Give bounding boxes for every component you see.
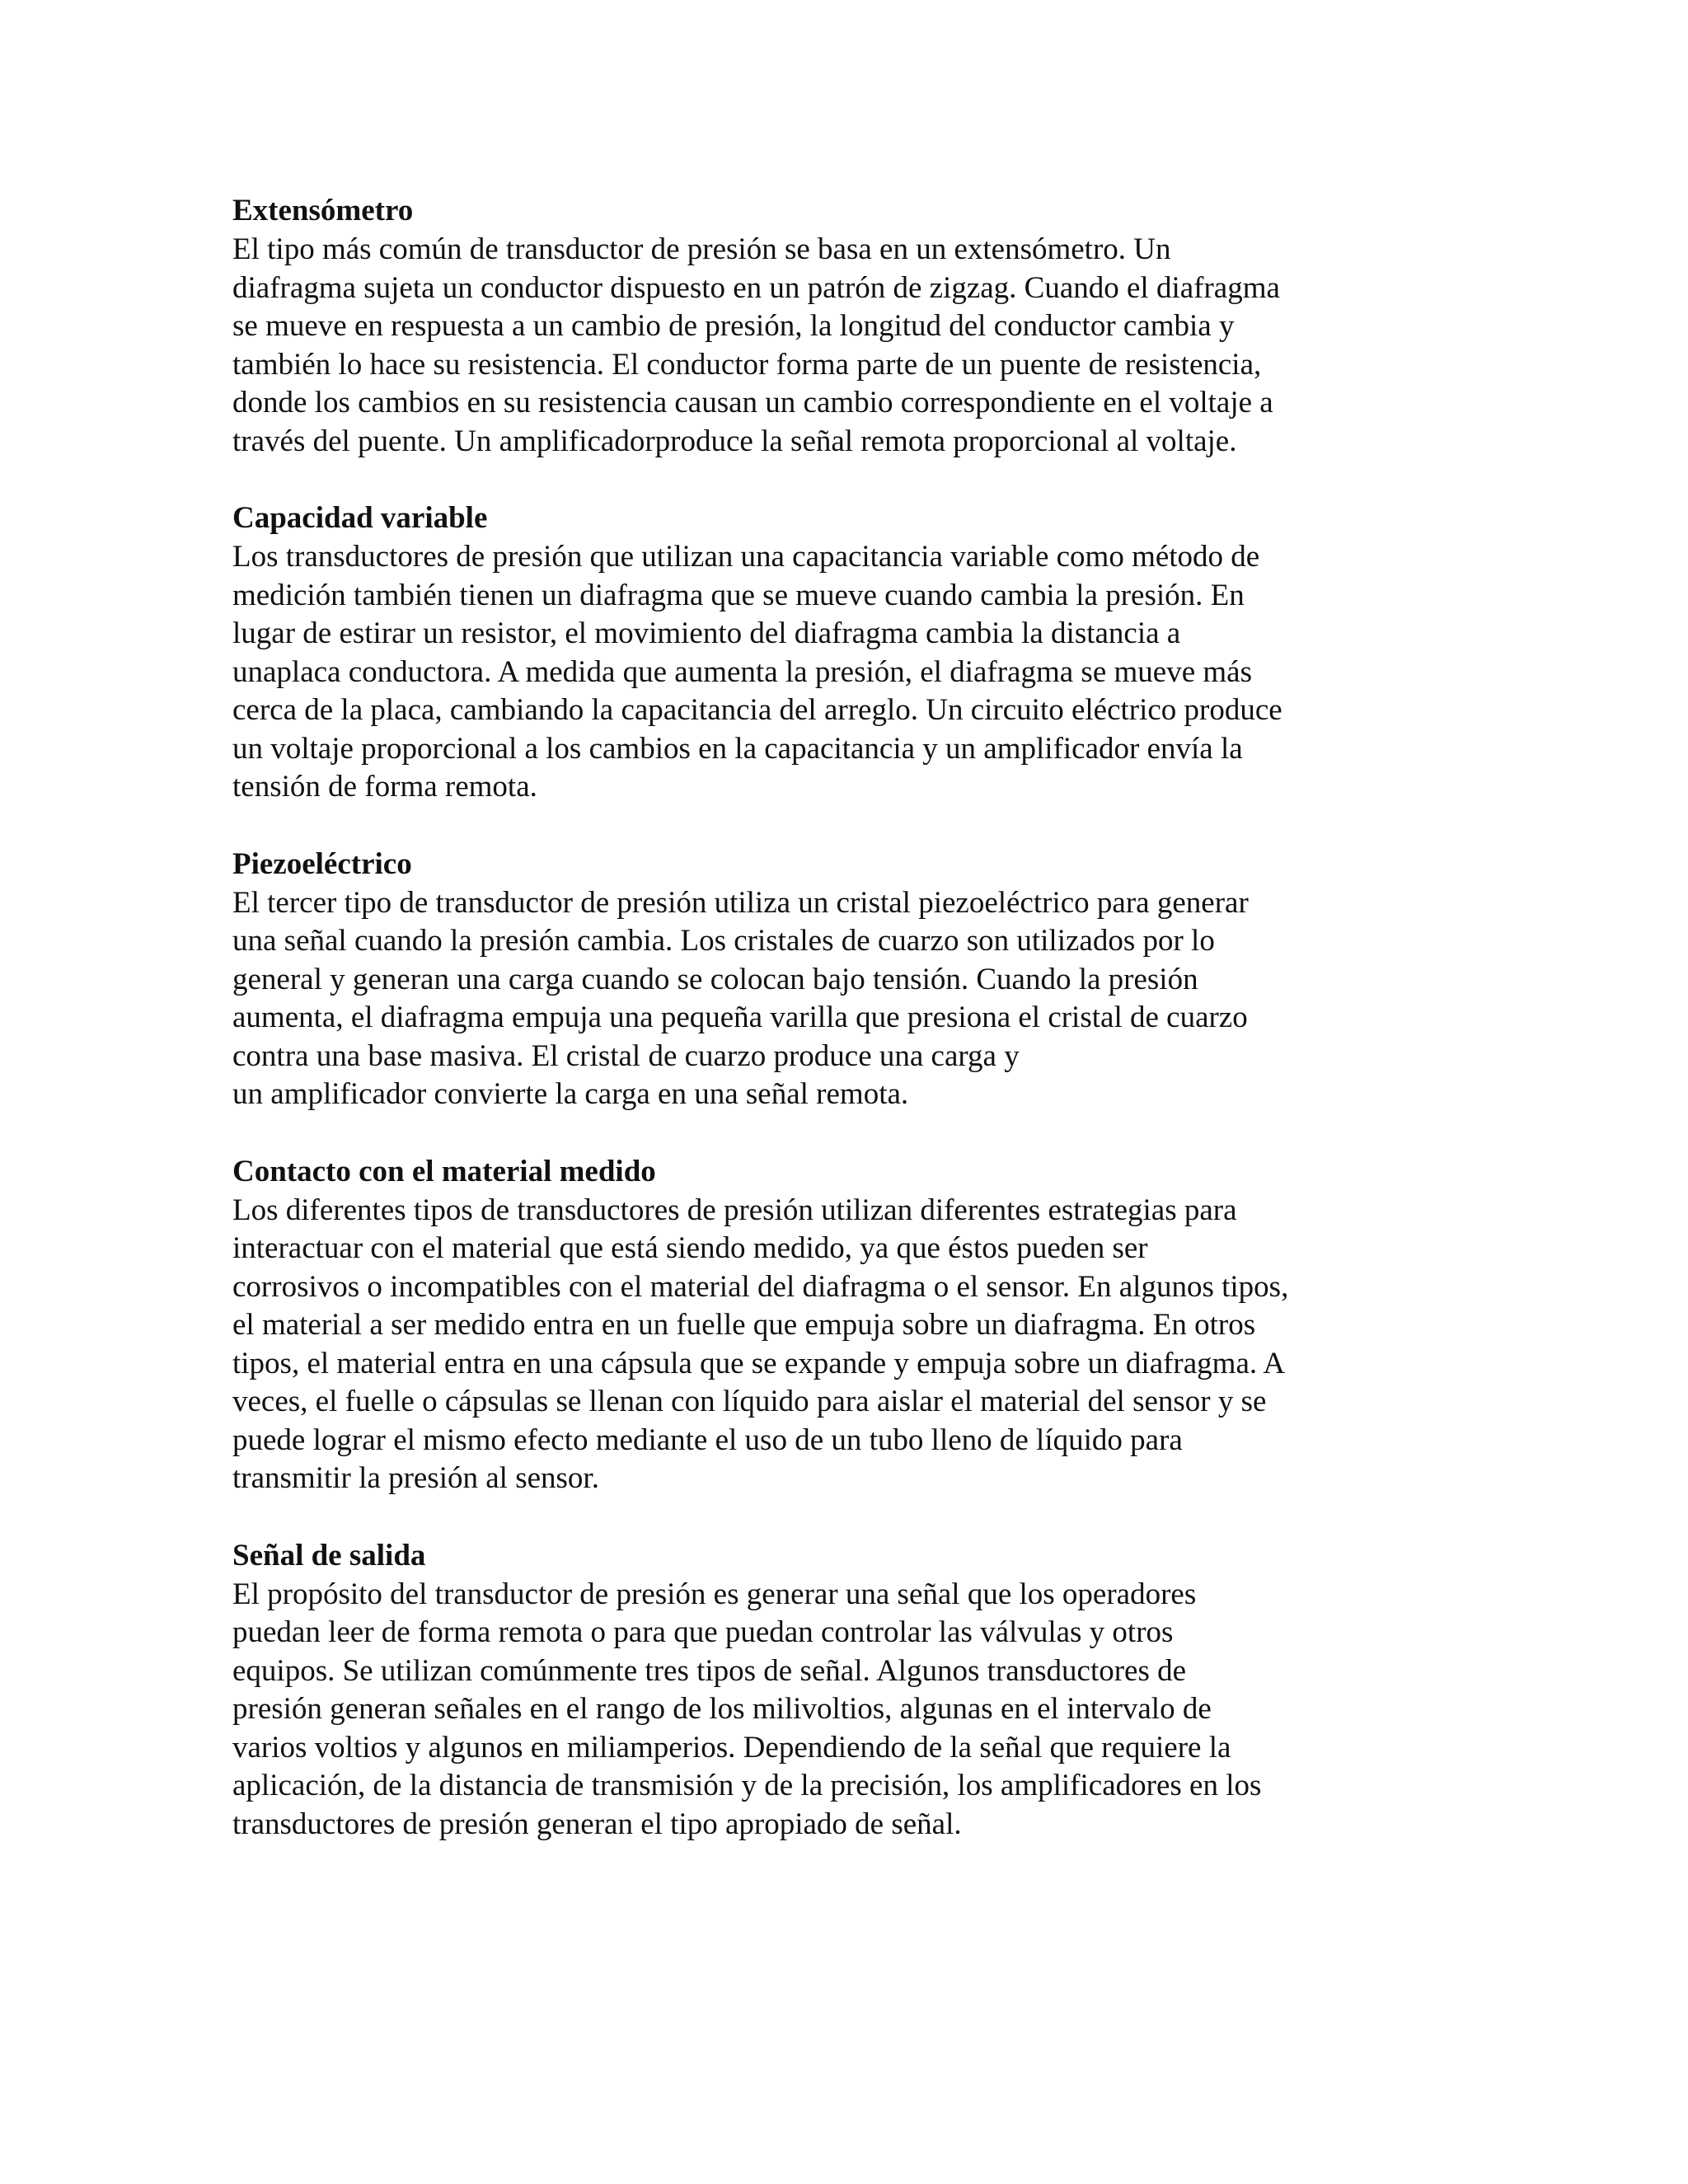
document-page: [232, 191, 1469, 1882]
paragraph-line: transmitir la presión al sensor.: [232, 1461, 599, 1495]
paragraph-line: El tercer tipo de transductor de presión utiliza un cristal piezoeléctrico para generar: [232, 885, 1249, 920]
paragraph-line: medición también tienen un diafragma que se mueve cuando cambia la presión. En: [232, 578, 1245, 612]
section-piezoelectrico: [232, 845, 1469, 1114]
paragraph-line: veces, el fuelle o cápsulas se llenan con líquido para aislar el material del sensor y se: [232, 1385, 1267, 1418]
paragraph-line: unaplaca conductora. A medida que aumenta la presión, el diafragma se mueve más: [232, 654, 1252, 689]
paragraph-line: el material a ser medido entra en un fuelle que empuja sobre un diafragma. En otros: [232, 1308, 1256, 1342]
paragraph-line: aumenta, el diafragma empuja una pequeña varilla que presiona el cristal de cuarzo: [232, 1001, 1248, 1034]
section-heading: Extensómetro: [232, 194, 414, 227]
paragraph-line: varios voltios y algunos en miliamperios. Dependiendo de la señal que requiere la: [232, 1730, 1231, 1765]
paragraph-line: través del puente. Un amplificadorproduce la señal remota proporcional al voltaje.: [232, 424, 1237, 458]
paragraph-line: puedan leer de forma remota o para que puedan controlar las válvulas y otros: [232, 1615, 1174, 1649]
paragraph-line: lugar de estirar un resistor, el movimiento del diafragma cambia la distancia a: [232, 616, 1181, 650]
paragraph-line: una señal cuando la presión cambia. Los cristales de cuarzo son utilizados por lo: [232, 924, 1215, 958]
paragraph-line: tipos, el material entra en una cápsula que se expande y empuja sobre un diafragma. A: [232, 1346, 1286, 1380]
paragraph-line: puede lograr el mismo efecto mediante el uso de un tubo lleno de líquido para: [232, 1422, 1183, 1457]
paragraph-line: un amplificador convierte la carga en una señal remota.: [232, 1077, 909, 1111]
paragraph-line: también lo hace su resistencia. El conductor forma parte de un puente de resistencia,: [232, 347, 1262, 382]
section-heading: Contacto con el material medido: [232, 1154, 656, 1188]
paragraph-line: aplicación, de la distancia de transmisión y de la precisión, los amplificadores en los: [232, 1769, 1262, 1802]
section-heading: Piezoeléctrico: [232, 846, 412, 881]
paragraph-line: contra una base masiva. El cristal de cuarzo produce una carga y: [232, 1038, 1020, 1073]
paragraph-line: El tipo más común de transductor de presión se basa en un extensómetro. Un: [232, 232, 1171, 266]
section-extensometro: [232, 191, 1469, 461]
section-heading: Capacidad variable: [232, 501, 488, 535]
paragraph-line: general y generan una carga cuando se colocan bajo tensión. Cuando la presión: [232, 962, 1198, 996]
paragraph-line: diafragma sujeta un conductor dispuesto en un patrón de zigzag. Cuando el diafragma: [232, 270, 1280, 305]
paragraph-line: El propósito del transductor de presión es generar una señal que los operadores: [232, 1577, 1197, 1611]
paragraph-line: interactuar con el material que está siendo medido, ya que éstos pueden ser: [232, 1231, 1148, 1265]
paragraph-line: presión generan señales en el rango de los milivoltios, algunas en el intervalo de: [232, 1692, 1212, 1726]
paragraph-line: equipos. Se utilizan comúnmente tres tipos de señal. Algunos transductores de: [232, 1653, 1187, 1688]
section-capacidad-variable: [232, 499, 1469, 807]
section-senal-salida: [232, 1536, 1469, 1844]
paragraph-line: donde los cambios en su resistencia causan un cambio correspondiente en el voltaje a: [232, 386, 1273, 419]
paragraph-line: cerca de la placa, cambiando la capacitancia del arreglo. Un circuito eléctrico produce: [232, 693, 1282, 727]
paragraph-line: corrosivos o incompatibles con el material del diafragma o el sensor. En algunos tipos,: [232, 1269, 1289, 1304]
paragraph-line: un voltaje proporcional a los cambios en la capacitancia y un amplificador envía la: [232, 731, 1243, 766]
section-contacto-material: [232, 1152, 1469, 1498]
paragraph-line: Los diferentes tipos de transductores de presión utilizan diferentes estrategias para: [232, 1193, 1237, 1227]
paragraph-line: se mueve en respuesta a un cambio de presión, la longitud del conductor cambia y: [232, 309, 1235, 343]
paragraph-line: Los transductores de presión que utilizan una capacitancia variable como método de: [232, 540, 1260, 574]
paragraph-line: transductores de presión generan el tipo apropiado de señal.: [232, 1807, 962, 1841]
paragraph-line: tensión de forma remota.: [232, 770, 537, 804]
section-heading: Señal de salida: [232, 1538, 426, 1572]
